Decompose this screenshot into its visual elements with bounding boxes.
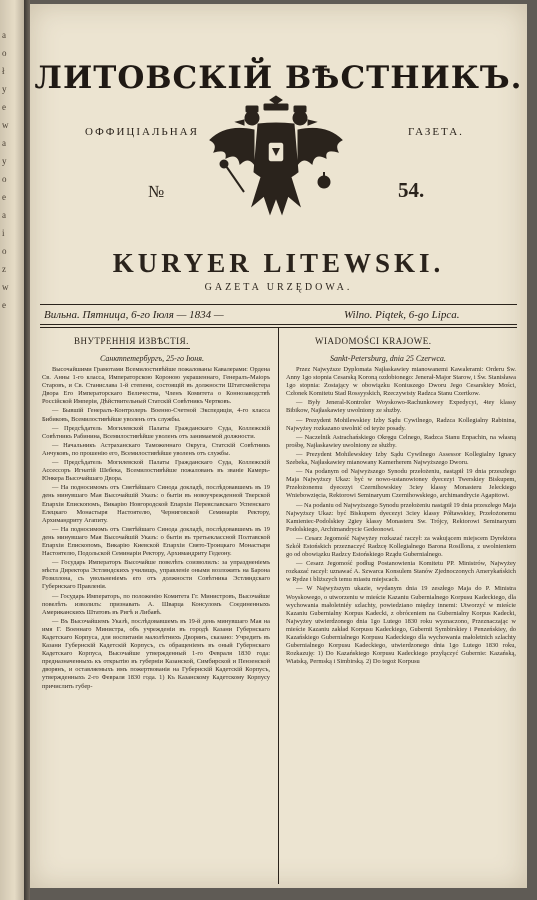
right-column-paragraph: — Prezydent Mohilewskiey Izby Sądu Cywilnego Assessor Kollegialny Ignacy Szebeka, Najłaskawiey mianowany Kamerherem Najwyższego Dworu.	[286, 450, 516, 467]
previous-page-glyph: a	[2, 30, 6, 40]
dateline-russian: Вильна. Пятница, 6-го Іюля — 1834 —	[44, 309, 224, 321]
issue-number: 54.	[398, 178, 425, 202]
previous-page-glyph: o	[2, 246, 7, 256]
masthead-polish-subtitle: GAZETA URZĘDOWA.	[204, 282, 353, 293]
previous-page-glyph: z	[2, 264, 6, 274]
right-column-paragraph: — Były Jeneral-Kontroler Woyskowo-Rachunkowey Expedycyi, 4tey klassy Bibikow, Najłaskawiey uwolniony ze służby.	[286, 399, 516, 415]
right-section-heading: WIADOMOŚCI KRAJOWE.	[315, 336, 432, 346]
right-column-paragraph: — W Najwyższym ukazie, wydanym dnia 19 zeszłego Maja do P. Ministra Woyskowego, o utworzeniu w mieście Kazaniu Gubernialnego Korpusu Kadeckiego, dla wychowania małoletniéy szlachty, powiedziano między innemi: Utworzyć w mieście Kazaniu Gubernialny Korpus Kadecki, z obróceniem na Gubernialny Korpus Kadecki, Najwyżey utwierdzonego dnia 1go Lutego 1830 roku wyznaczono, Przeznaczając w mieście Kazaniu zakład Korpusu Kadeckiego, Gubernii Symbirskiey i Penzeńskiey, do Kazańskiego Gubernialnego Korpusu Kadeckiego dla wychowania małoletnich szlachty Gubernialnego Korpusu Kadeckiego, utwierdzonego dnia 1go Lutego 1830 roku, Rozkazuję: 1) Do Kazańskiego Korpusu Kadeckiego przyłączyć Gubernie: Kazańską, Wiatską, Permską i Simbirską. 2) Do tegoż Korpusu	[286, 585, 516, 666]
right-column-paragraph: Przez Najwyższe Dyplomata Najłaskawiey mianowanemi Kawalerami: Orderu Św. Anny 1go stopnia Cesarską Koroną ozdobionego: Jenerał-Major Starow, i Św. Stanisława 1go stopnia: Zostający w obowiązku Koniuszego Dworu Jego Cesarskiey Mości, Członek Komitetu Stad Rossyyskich, Rzeczywisty Radzca Stanu Czertkow.	[286, 366, 516, 398]
column-divider	[278, 328, 279, 884]
previous-page-glyph: ł	[2, 66, 5, 76]
masthead-official-label: ОФФИЦІАЛЬНАЯ	[85, 126, 199, 138]
left-column-paragraph: — Бывшій Генералъ-Контролеръ Военно-Счетной Экспедиціи, 4-го класса Бибиковъ, Всемилостивѣйше уволенъ отъ службы.	[42, 407, 270, 423]
right-section-date: Sankt-Petersburg, dnia 25 Czerwca.	[330, 354, 446, 363]
left-column-paragraph: — Государь Императоръ, по положенію Комитета Гг. Министровъ, Высочайше повелѣть изволилъ: признавать А. Шварца Консуломъ Соединенныхъ Американскихъ Штатовъ въ Ригѣ и Либавѣ.	[42, 592, 270, 616]
left-column-paragraph: — Государь Императоръ Высочайше повелѣть соизволилъ: за упраздненіемъ мѣста Директора Эстляндскихъ училищъ, управленіе оными возложить на Барона Розиллона, съ увольненіемъ его отъ должности Совѣтника Эстляндскаго Губернскаго Правленія.	[42, 559, 270, 591]
previous-page-glyph: y	[2, 156, 7, 166]
previous-page-glyph: o	[2, 48, 7, 58]
previous-page-glyph: a	[2, 138, 6, 148]
left-column-paragraph: — Начальникъ Астраханскаго Таможеннаго Округа, Статскій Совѣтникъ Анчуковъ, по прошенію его, Всемилостивѣйше уволенъ отъ службы.	[42, 441, 270, 457]
previous-page-edge	[0, 0, 24, 900]
right-column-paragraph: — Prezydent Mohilewskiey Izby Sądu Cywilnego, Radzca Kollegialny Rabinina, Najwyżey rozkazano uwolnić od teyże posady.	[286, 416, 516, 432]
double-headed-eagle-emblem	[206, 94, 346, 222]
right-column-text	[286, 366, 516, 880]
left-heading-rule	[110, 348, 190, 349]
previous-page-glyph: w	[2, 120, 9, 130]
masthead-polish-title: KURYER LITEWSKI.	[112, 248, 445, 278]
left-section-heading: ВНУТРЕННІЯ ИЗВѢСТІЯ.	[74, 336, 189, 346]
left-column-paragraph: — Предсѣдатель Могилевской Палаты Гражданскаго Суда, Коллежскій Совѣтникъ Рабинина, Всемилостивѣйше уволенъ отъ занимаемой должности.	[42, 424, 270, 440]
right-column-paragraph: — Cesarz Jegomość podług Postanowienia Komitetu PP. Ministrów, Najwyżey rozkazać raczył: uznawać A. Szwarca Konsulem Stanów Zjednoczonych Amerykańskich w Rydze i bliższych temu miastu miejscach.	[286, 560, 516, 584]
previous-page-glyph: e	[2, 102, 6, 112]
right-column-paragraph: — Na podaniu od Najwyższego Synodu przełożeniu nastąpił 19 dnia przeszłego Maja Najwyższy Ukaz: być Biskupem dyecezyi 3ciey klassy Półtawskiey, Przełożonemu Kamieniec-Podolskiey 2giey klassy Monasteru Sw. Trójcy, Rektorowi Seminaryum Podolskiego, Archimandrycie Gedeonowi.	[286, 501, 516, 533]
issue-number-label: №	[148, 182, 165, 201]
newspaper-page	[30, 4, 527, 888]
masthead-gazeta-label: ГАЗЕТА.	[408, 126, 464, 138]
previous-page-glyph: e	[2, 300, 6, 310]
left-column-text	[42, 366, 270, 880]
previous-page-glyph: a	[2, 210, 6, 220]
right-column-paragraph: — Cesarz Jegomość Najwyżey rozkazać raczył: za wakującem miejscem Dyrektora Szkół Estońskich przeznaczyć Radzcę Kollegialnego Barona Rosillona, z uwolnieniem go od obowiązku Radzcy Estońskiego Rządu Gubernialnego.	[286, 534, 516, 559]
previous-page-glyph: i	[2, 228, 5, 238]
masthead-russian-title: ЛИТОВСКІЙ ВѢСТНИКЪ.	[34, 60, 523, 96]
previous-page-glyph: w	[2, 282, 9, 292]
right-column-paragraph: — Naczelnik Astrachańskiego Okręgu Celnego, Radzca Stanu Enpachin, na własną prośbę, Najłaskawiey uwolniony ze służby.	[286, 433, 516, 449]
left-column-paragraph: — Предсѣдатель Могилевской Палаты Гражданскаго Суда, Коллежскій Ассессоръ Игнатій Шебека, Всемилостивѣйше пожалованъ въ званіе Камеръ-Юнкера Высочайшаго Двора.	[42, 459, 270, 483]
previous-page-glyph: e	[2, 192, 6, 202]
left-column-paragraph: — На подносимомъ отъ Святѣйшаго Синода докладѣ, послѣдовавшемъ въ 19 день минувшаго Мая Высочайшій Указъ: о бытіи въ третьеклассной Полтавской Епархіи Епископомъ, Викарію Киевской Епархіи Свято-Троицкаго Монастыря Настоятелю, Подольской Семинаріи Ректору, Архимандриту Гедеону.	[42, 525, 270, 558]
left-column-paragraph: — Въ Высочайшемъ Указѣ, послѣдовавшемъ въ 19-й день минувшаго Мая на имя Г. Военнаго Министра, объ учрежденіи въ городѣ Казани Губернскаго Кадетскаго Корпуса, для воспитанія малолѣтнихъ Дворянъ, сказано: Учредить въ Казани Губернскій Кадетскій Корпусъ, съ обращеніемъ въ оный Губернскаго Кадетскаго Корпуса, Высочайше утвержденный 1-го Февраля 1830 года: предназначенныхъ къ открытію въ губерніи Казанской, Симбирской и Пензенской дворянъ, и оставляемыхъ имъ пожертвованія на Губернскій Кадетскій Корпусъ, утвержденныхъ 2-го Февраля 1830 года. 1) Къ Казанскому Кадетскому Корпусу причислить губер-	[42, 617, 270, 690]
dateline-top-rule	[40, 304, 517, 305]
left-column-paragraph: — На подносимомъ отъ Святѣйшаго Синода докладѣ, послѣдовавшемъ въ 19 день минувшаго Мая Высочайшій Указъ: о бытіи въ новоучрежденной Тверской Епархіи Епископомъ, Викарію Новгородской Епархіи Переяславскаго Успенскаго Елецкаго Монастыря Настоятелю, Черниговской Семинаріи Ректору, Архимандриту Агапиту.	[42, 484, 270, 524]
right-heading-rule	[350, 348, 430, 349]
previous-page-glyph: y	[2, 84, 7, 94]
right-column-paragraph: — Na podanym od Najwyższego Synodu przełożeniu, nastąpił 19 dnia przeszłego Maja Najwyższy Ukaz: być w nowo-ustanowioney dyecezyi Twerskiey Biskupem, Przełożonemu dyecezyi Czernihowskiey 3ciey klassy Monasteru Jeleckiego Wniebowzięcia, Rektorowi Seminaryum Czernihowskiego, archimandrycie Agapitowi.	[286, 468, 516, 500]
dateline-bottom-rule	[40, 324, 517, 325]
left-column-paragraph: Высочайшими Грамотами Всемилостивѣйше пожалованы Кавалерами: Ордена Св. Анны 1-го класса, Императорскою Короною украшеннаго, Генералъ-Маіоръ Старовъ, и Св. Станислава 1-й степени, состоящій въ должности Штатсмейстера Двора Его Императорскаго Величества, Членъ Комитета о Коннозаводствѣ Россійской Имперіи, Дѣйствительный Статскій Совѣтникъ Чертковъ.	[42, 366, 270, 406]
previous-page-glyph: o	[2, 174, 7, 184]
left-section-date: Санктпетербургъ, 25-го Іюня.	[100, 354, 204, 363]
dateline-polish: Wilno. Piątek, 6-go Lipca.	[344, 309, 460, 321]
